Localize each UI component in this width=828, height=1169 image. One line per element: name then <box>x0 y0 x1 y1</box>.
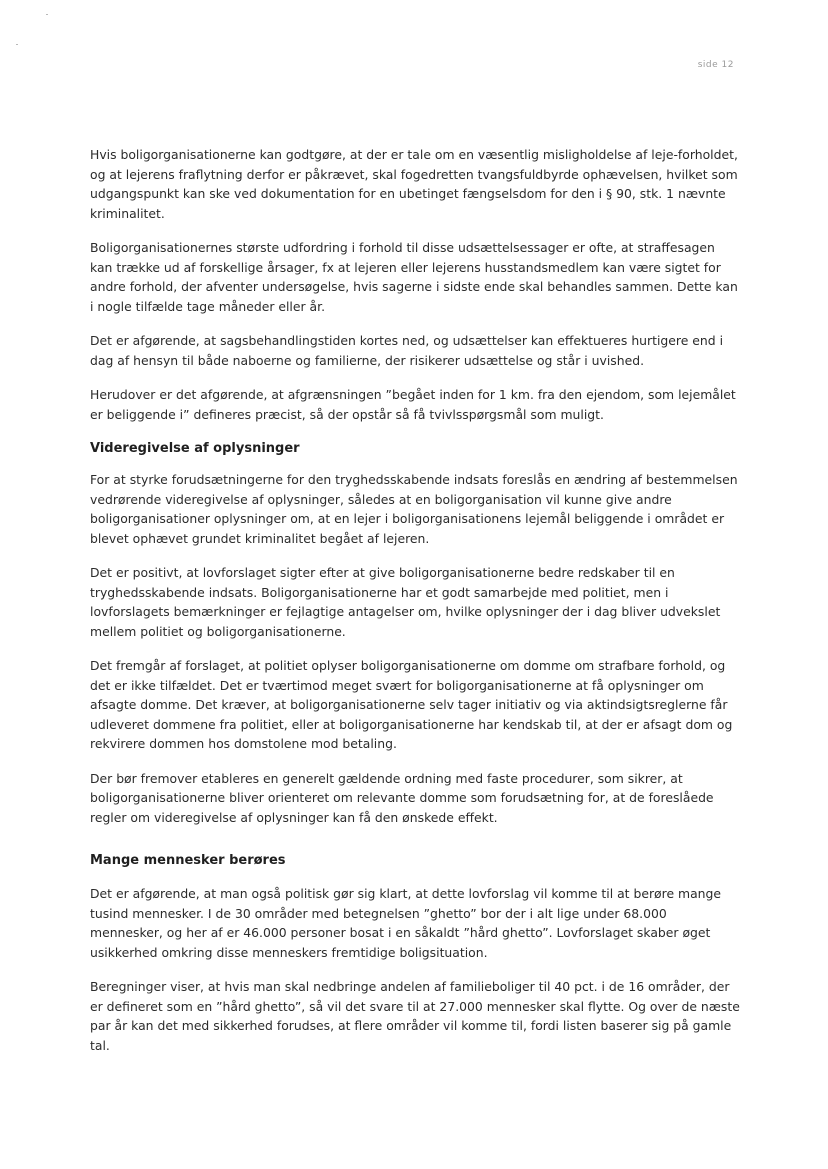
paragraph: Det er positivt, at lovforslaget sigter efter at give boligorganisationerne bedre redskaber til en tryghedsskabende indsats. Boligorganisationerne har et godt samarbejde med politiet, men i lovforslagets bemærkninger er fejlagtige antagelser om, hvilke oplysninger der i dag bliver udvekslet mellem politiet og boligorganisationerne. <box>90 565 721 639</box>
paragraph: Boligorganisationernes største udfordring i forhold til disse udsættelsessager er ofte, at straffesagen kan trække ud af forskellige årsager, fx at lejeren eller lejerens husstandsmedlem kan være sigtet for andre forhold, der afventer undersøgelse, hvis sagerne i sidste ende skal behandles sammen. Dette kan i nogle tilfælde tage måneder eller år. <box>90 240 738 314</box>
document-body <box>90 145 740 1070</box>
paragraph: Det er afgørende, at man også politisk gør sig klart, at dette lovforslag vil komme til at berøre mange tusind mennesker. I de 30 områder med betegnelsen ”ghetto” bor der i alt lige under 68.000 mennesker, og her af er 46.000 personer bosat i en såkaldt ”hård ghetto”. Lovforslaget skaber øget usikkerhed omkring disse menneskers fremtidige boligsituation. <box>90 886 722 960</box>
paragraph: Der bør fremover etableres en generelt gældende ordning med faste procedurer, som sikrer, at boligorganisationerne bliver orienteret om relevante domme som forudsætning for, at de foreslåede regler om videregivelse af oplysninger kan få den ønskede effekt. <box>90 770 714 825</box>
section-heading: Videregivelse af oplysninger <box>90 441 300 456</box>
paragraph: Herudover er det afgørende, at afgrænsningen ”begået inden for 1 km. fra den ejendom, som lejemålet er beliggende i” defineres præcist, så der opstår så få tvivlsspørgsmål som muligt. <box>90 387 736 422</box>
paragraph: Det fremgår af forslaget, at politiet oplyser boligorganisationerne om domme om strafbare forhold, og det er ikke tilfældet. Det er tværtimod meget svært for boligorganisationerne at få oplysninger om afsagte domme. Det kræver, at boligorganisationerne selv tager initiativ og via aktindsigtsreglerne får udleveret dommene fra politiet, eller at boligorganisationerne har kendskab til, at der er afsagt dom og rekvirere dommen hos domstolene mod betaling. <box>90 658 733 751</box>
scan-speck <box>16 44 18 45</box>
scan-speck <box>46 14 48 15</box>
section-heading: Mange mennesker berøres <box>90 853 286 868</box>
page-number: side 12 <box>697 60 734 70</box>
paragraph: Det er afgørende, at sagsbehandlingstiden kortes ned, og udsættelser kan effektueres hurtigere end i dag af hensyn til både naboerne og familierne, der risikerer udsættelse og står i uvished. <box>90 333 724 368</box>
paragraph: For at styrke forudsætningerne for den tryghedsskabende indsats foreslås en ændring af bestemmelsen vedrørende videregivelse af oplysninger, således at en boligorganisation vil kunne give andre boligorganisationer oplysninger om, at en lejer i boligorganisationens lejemål beliggende i området er blevet ophævet grundet kriminalitet begået af lejeren. <box>90 472 738 546</box>
paragraph: Hvis boligorganisationerne kan godtgøre, at der er tale om en væsentlig misligholdelse af leje-forholdet, og at lejerens fraflytning derfor er påkrævet, skal fogedretten tvangsfuldbyrde ophævelsen, hvilket som udgangspunkt kan ske ved dokumentation for en ubetinget fængselsdom for den i § 90, stk. 1 nævnte kriminalitet. <box>90 147 738 221</box>
paragraph: Beregninger viser, at hvis man skal nedbringe andelen af familieboliger til 40 pct. i de 16 områder, der er defineret som en ”hård ghetto”, så vil det svare til at 27.000 mennesker skal flytte. Og over de næste par år kan det med sikkerhed forudses, at flere områder vil komme til, fordi listen baserer sig på gamle tal. <box>90 979 740 1053</box>
